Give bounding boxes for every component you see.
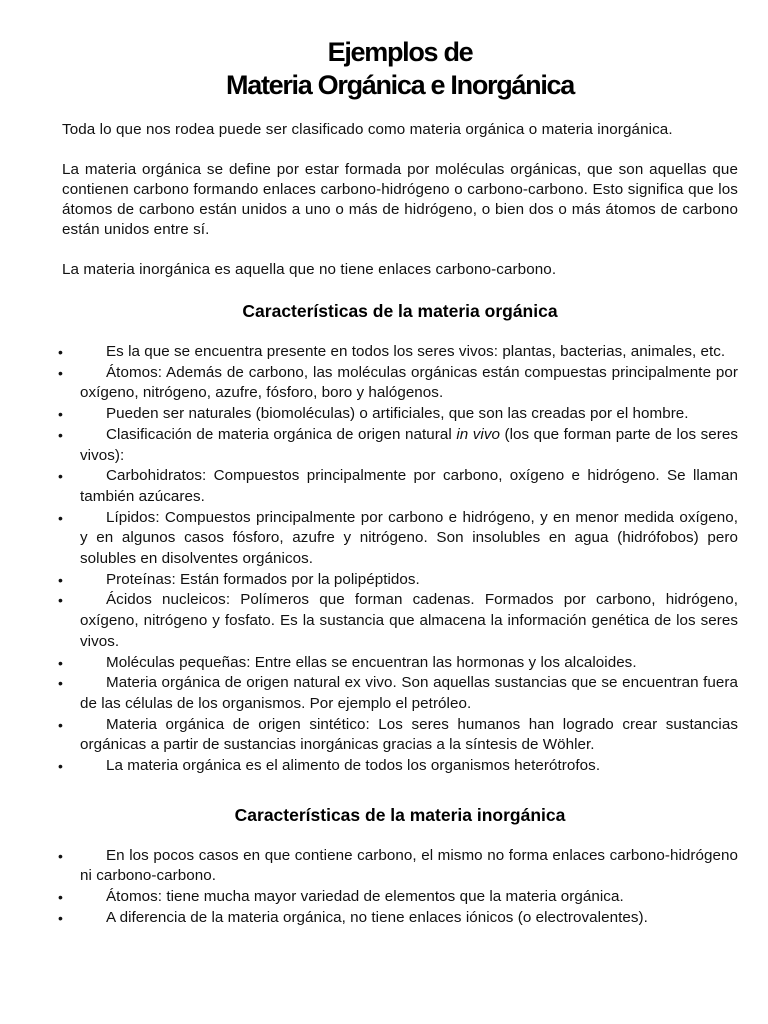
list-item-text: A diferencia de la materia orgánica, no tiene enlaces iónicos (o electrovalentes). <box>106 908 648 926</box>
list-item <box>58 508 738 570</box>
bullet-icon: • <box>58 364 63 381</box>
organic-definition-paragraph: La materia orgánica se define por estar formada por moléculas orgánicas, que son aquellas que contienen carbono formando enlaces carbono-hidrógeno o carbono-carbono. Esto significa que los átomos de carbono están unidos a uno o más de hidrógeno, o bien dos o más átomos de carbono están unidos entre sí. <box>62 161 738 238</box>
list-item <box>58 590 738 652</box>
bullet-icon: • <box>58 758 63 775</box>
list-item-text: Carbohidratos: Compuestos principalmente por carbono, oxígeno e hidrógeno. Se llaman también azúcares. <box>80 467 738 505</box>
list-item <box>58 466 738 507</box>
list-item-text: Proteínas: Están formados por la polipéptidos. <box>106 570 420 588</box>
list-item <box>58 715 738 756</box>
list-item-text: Átomos: Además de carbono, las moléculas orgánicas están compuestas principalmente por oxígeno, nitrógeno, azufre, fósforo, boro y halógenos. <box>80 363 738 402</box>
list-item <box>58 846 738 887</box>
bullet-icon: • <box>58 592 63 609</box>
list-item-text: (los que forman parte de los seres vivos): <box>80 425 738 464</box>
inorganic-characteristics-list <box>58 846 738 929</box>
list-item-text: Materia orgánica de origen sintético: Los seres humanos han logrado crear sustancias orgánicas a partir de sustancias inorgánicas gracias a la síntesis de Wöhler. <box>80 715 738 754</box>
bullet-icon: • <box>58 654 63 671</box>
bullet-icon: • <box>58 344 63 360</box>
bullet-icon: • <box>58 571 63 588</box>
list-item-text: Ácidos nucleicos: Polímeros que forman cadenas. Formados por carbono, hidrógeno, oxígeno, nitrógeno y fosfato. Es la sustancia que almacena la información genética de los seres vivos. <box>80 591 738 650</box>
bullet-icon: • <box>58 468 63 485</box>
bullet-icon: • <box>58 426 63 443</box>
list-item-text: Pueden ser naturales (biomoléculas) o artificiales, que son las creadas por el hombre. <box>106 405 689 423</box>
list-item <box>58 653 738 674</box>
list-item <box>58 570 738 591</box>
document-title <box>62 36 738 102</box>
list-item <box>58 425 738 466</box>
intro-paragraph: Toda lo que nos rodea puede ser clasificado como materia orgánica o materia inorgánica. <box>62 121 673 138</box>
organic-section-heading: Características de la materia orgánica <box>242 301 558 321</box>
bullet-icon: • <box>58 889 63 906</box>
list-item-text: Átomos: tiene mucha mayor variedad de elementos que la materia orgánica. <box>106 888 624 906</box>
document-title-line-1: Ejemplos de <box>327 37 473 67</box>
list-item <box>58 756 738 777</box>
list-item <box>58 342 738 363</box>
list-item-text: Lípidos: Compuestos principalmente por carbono e hidrógeno, y en menor medida oxígeno, y en algunos casos fósforo, azufre y nitrógeno. Son insolubles en agua (hidrófobos) pero solubles en disolventes orgánicos. <box>80 508 738 568</box>
list-item-italic-text: in vivo <box>456 425 500 443</box>
bullet-icon: • <box>58 509 63 526</box>
inorganic-section-heading: Características de la materia inorgánica <box>234 804 566 825</box>
list-item-text: Es la que se encuentra presente en todos los seres vivos: plantas, bacterias, animales, etc. <box>106 343 726 360</box>
list-item <box>58 908 738 929</box>
list-item-text: Moléculas pequeñas: Entre ellas se encuentran las hormonas y los alcaloides. <box>106 653 637 671</box>
list-item <box>58 673 738 714</box>
list-item-text: La materia orgánica es el alimento de todos los organismos heterótrofos. <box>106 757 601 775</box>
list-item-text: Clasificación de materia orgánica de origen natural <box>106 425 457 443</box>
list-item <box>58 887 738 908</box>
list-item-text: En los pocos casos en que contiene carbono, el mismo no forma enlaces carbono-hidrógeno ni carbono-carbono. <box>80 846 738 885</box>
document-title-line-2: Materia Orgánica e Inorgánica <box>226 70 574 100</box>
list-item <box>58 363 738 404</box>
bullet-icon: • <box>58 847 63 864</box>
list-item <box>58 404 738 425</box>
inorganic-definition-paragraph: La materia inorgánica es aquella que no tiene enlaces carbono-carbono. <box>62 261 557 278</box>
bullet-icon: • <box>58 909 63 926</box>
organic-characteristics-list <box>58 342 738 777</box>
bullet-icon: • <box>58 716 63 733</box>
list-item-text: Materia orgánica de origen natural ex vivo. Son aquellas sustancias que se encuentran fuera de las células de los organismos. Por ejemplo el petróleo. <box>80 674 738 712</box>
bullet-icon: • <box>58 675 63 692</box>
bullet-icon: • <box>58 406 63 423</box>
